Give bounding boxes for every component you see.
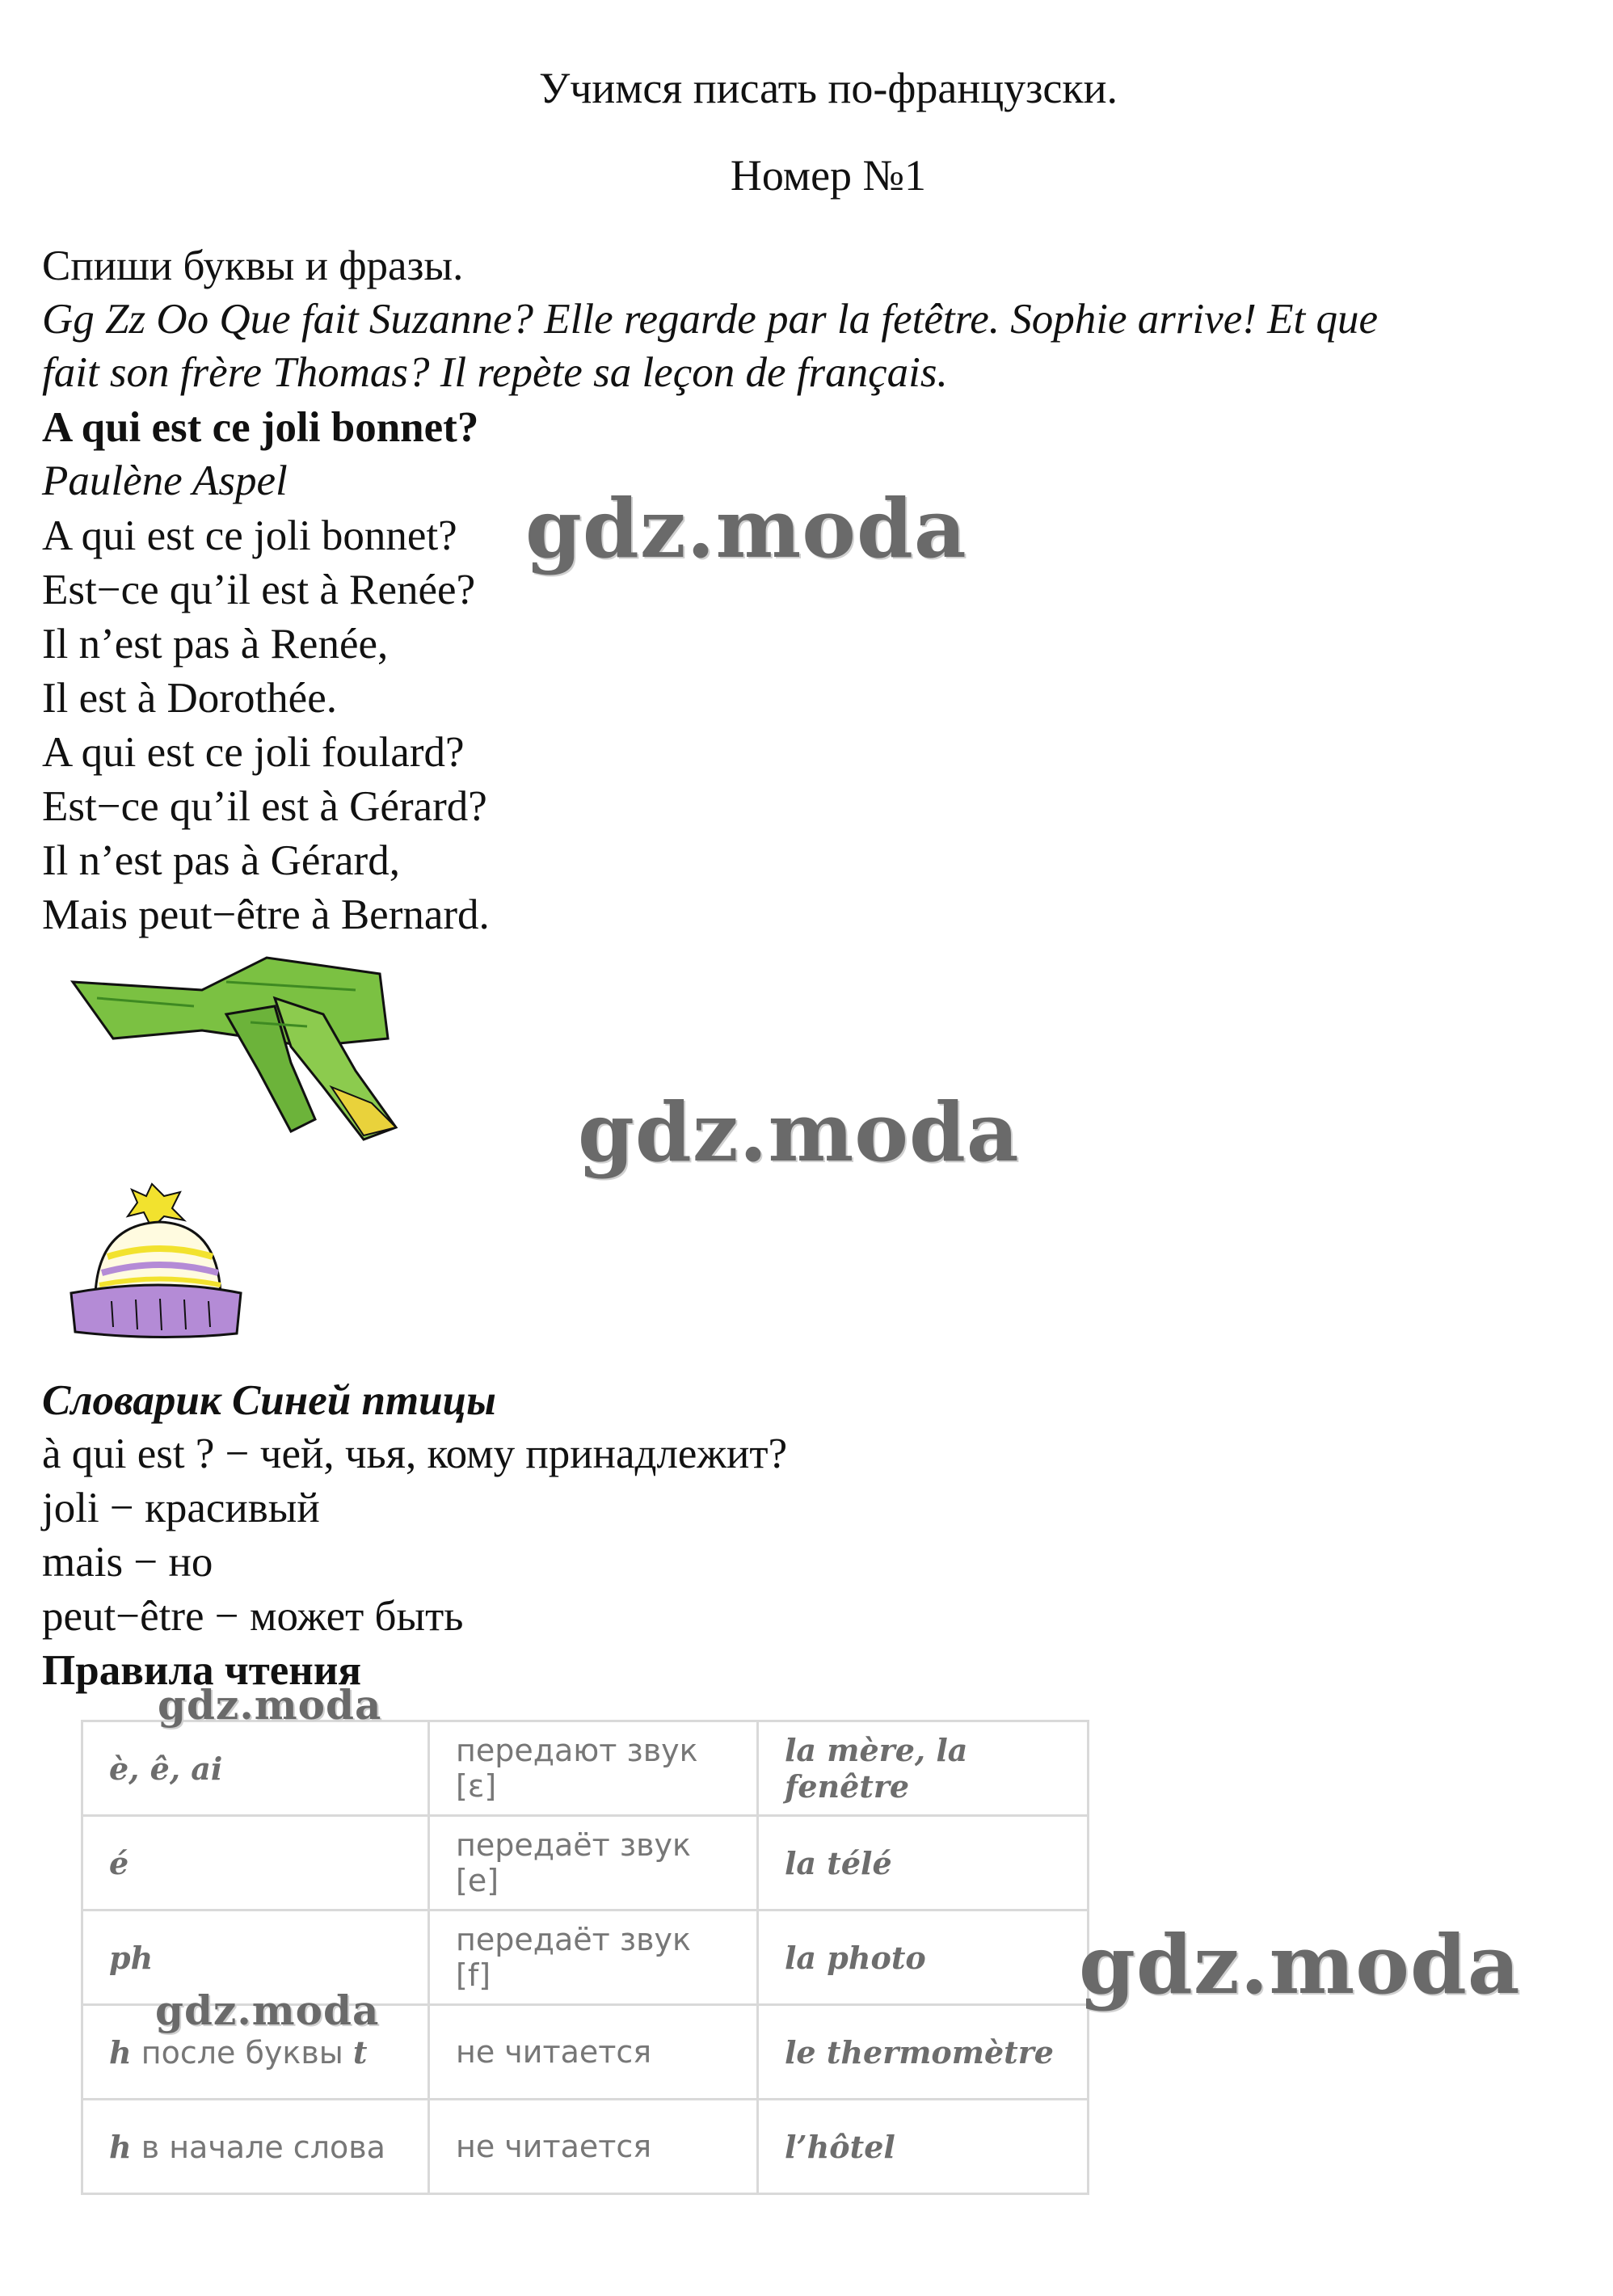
hat-illustration bbox=[63, 1180, 249, 1346]
rule-example: le thermomètre bbox=[758, 2005, 1089, 2100]
vocab-entry: mais − но bbox=[42, 1539, 213, 1586]
vocab-title: Словарик Синей птицы bbox=[42, 1377, 496, 1424]
poem-line: A qui est ce joli foulard? bbox=[42, 729, 465, 776]
reading-rules-table bbox=[81, 1720, 1089, 2195]
rule-sound: не читается bbox=[429, 2005, 758, 2100]
watermark: gdz.moda bbox=[525, 481, 967, 576]
vocab-entry: peut−être − может быть bbox=[42, 1593, 464, 1640]
rule-example: la télé bbox=[758, 1816, 1089, 1911]
rule-letters: é bbox=[82, 1816, 429, 1911]
poem-line: Est−ce qu’il est à Renée? bbox=[42, 567, 476, 613]
rule-sound: передаёт звук [e] bbox=[429, 1816, 758, 1911]
rule-letters: h в начале слова bbox=[82, 2100, 429, 2194]
table-row bbox=[82, 1721, 1089, 1816]
watermark: gdz.moda bbox=[155, 1986, 380, 2034]
page-title: Учимся писать по-французски. bbox=[538, 64, 1118, 112]
rule-example: la mère, la fenêtre bbox=[758, 1721, 1089, 1816]
task-text-line-1: Gg Zz Oo Que fait Suzanne? Elle regarde par la fetêtre. Sophie arrive! Et que bbox=[42, 296, 1379, 343]
poem-line: A qui est ce joli bonnet? bbox=[42, 512, 457, 559]
watermark: gdz.moda bbox=[578, 1085, 1020, 1180]
table-row bbox=[82, 1816, 1089, 1911]
rule-letters: ph bbox=[82, 1911, 429, 2005]
watermark: gdz.moda bbox=[158, 1681, 382, 1729]
poem-line: Mais peut−être à Bernard. bbox=[42, 891, 490, 938]
poem-author: Paulène Aspel bbox=[42, 457, 288, 504]
poem-title: A qui est ce joli bonnet? bbox=[42, 404, 479, 451]
poem-line: Il n’est pas à Gérard, bbox=[42, 837, 400, 884]
rule-example: l’hôtel bbox=[758, 2100, 1089, 2194]
vocab-entry: à qui est ? − чей, чья, кому принадлежит? bbox=[42, 1430, 788, 1477]
poem-line: Est−ce qu’il est à Gérard? bbox=[42, 783, 487, 830]
poem-line: Il n’est pas à Renée, bbox=[42, 621, 389, 668]
rule-example: la photo bbox=[758, 1911, 1089, 2005]
watermark: gdz.moda bbox=[1079, 1917, 1521, 2012]
exercise-number: Номер №1 bbox=[730, 151, 927, 200]
rules-title: Правила чтения bbox=[42, 1647, 362, 1694]
rule-sound: передают звук [ɛ] bbox=[429, 1721, 758, 1816]
scarf-illustration bbox=[65, 950, 412, 1152]
table-row bbox=[82, 2100, 1089, 2194]
rule-sound: не читается bbox=[429, 2100, 758, 2194]
poem-line: Il est à Dorothée. bbox=[42, 675, 337, 722]
vocab-entry: joli − красивый bbox=[42, 1485, 320, 1531]
rule-letters: h после буквы t bbox=[82, 2005, 429, 2100]
task-text-line-2: fait son frère Thomas? Il repète sa leçon de français. bbox=[42, 349, 948, 396]
task-instruction: Спиши буквы и фразы. bbox=[42, 242, 464, 289]
rule-letters: è, ê, ai bbox=[82, 1721, 429, 1816]
rule-sound: передаёт звук [f] bbox=[429, 1911, 758, 2005]
